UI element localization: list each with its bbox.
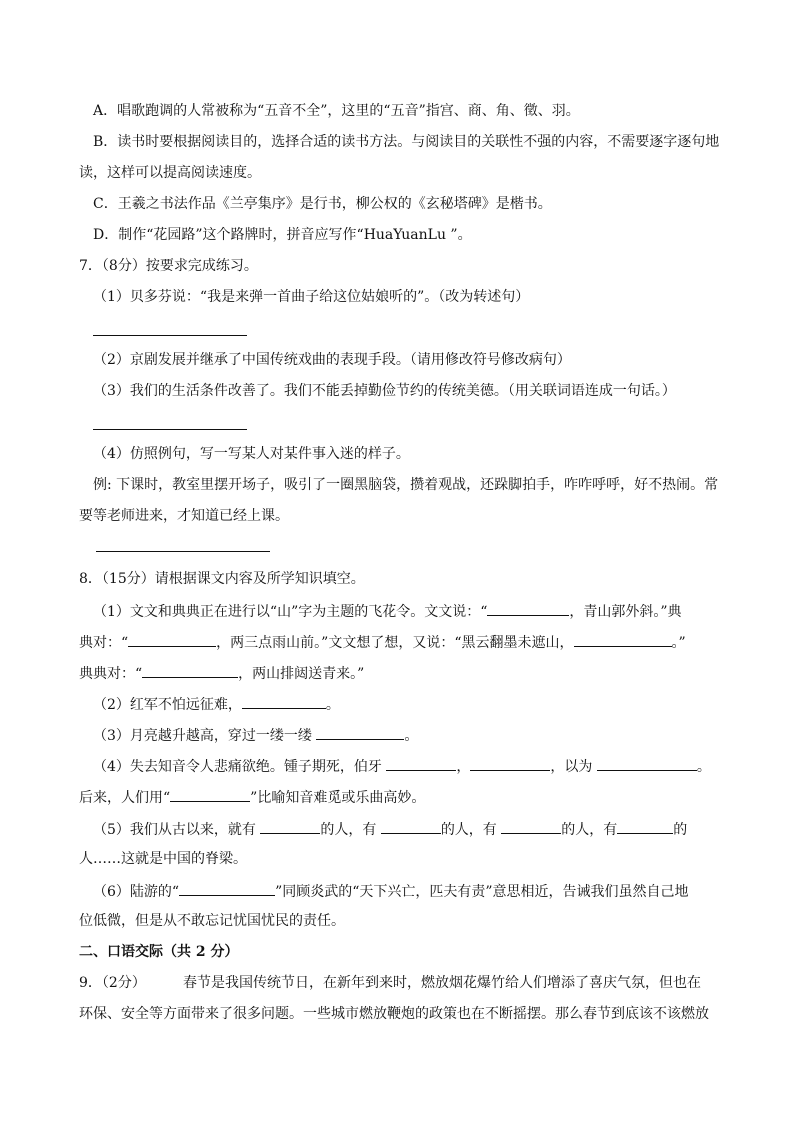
q8-sub4-line2 [79,786,425,808]
q8-sub5-text-c: 的人，有 [440,822,502,838]
q8-blank-14[interactable] [617,818,673,834]
q8-sub4-text-c: ，以为 [550,759,597,775]
q8-sub4-text-a: （4）失去知音令人悲痛欲绝。锺子期死，伯牙 [93,759,387,775]
q8-sub1-text-b: ，青山郭外斜。”典 [569,604,682,620]
q7-sub3: （3）我们的生活条件改善了。我们不能丢掉勤俭节约的传统美德。（用关联词语连成一句话。） [93,383,676,399]
q8-sub5-text-b: 的人，有 [320,822,381,838]
q8-sub1-text-e: 。” [671,635,686,651]
q8-sub4-line1 [93,755,711,777]
q8-sub6-line1 [93,880,689,902]
q8-blank-11[interactable] [260,818,320,834]
q8-sub1-text-d: ，两三点雨山前。”文文想了想，又说：“黑云翻墨未遮山， [216,635,574,651]
q7-sub4: （4）仿照例句，写一写某人对某件事入迷的样子。 [93,446,410,462]
section-heading: 二、口语交际（共 2 分） [79,944,239,960]
q8-blank-8[interactable] [470,755,550,771]
q8-sub4-text-b: ， [456,759,471,775]
q7-sub4-answer-line[interactable] [96,551,270,552]
q8-sub4-text-f: ”比喻知音难觅或乐曲高妙。 [250,790,426,806]
q8-sub1-line2 [79,631,686,653]
q6-option-a: A．唱歌跑调的人常被称为“五音不全”，这里的“五音”指宫、商、角、徵、羽。 [93,103,580,119]
q8-blank-15[interactable] [179,880,275,896]
q7-sub1: （1）贝多芬说：“我是来弹一首曲子给这位姑娘听的”。（改为转述句） [93,289,530,305]
q8-sub4-text-e: 后来，人们用“ [79,790,171,806]
q8-blank-12[interactable] [381,818,441,834]
q8-sub5-text-d: 的人，有 [561,822,618,838]
q8-sub1-text-g: ，两山排闼送青来。” [238,666,365,682]
q8-sub3 [93,724,418,746]
q7-example-line2: 要等老师进来，才知道已经上课。 [79,508,289,524]
q7-sub1-answer-line[interactable] [93,335,247,336]
q8-sub6-text-b: ”同顾炎武的“天下兴亡，匹夫有责”意思相近，告诫我们虽然自己地 [275,884,689,900]
q7-title: 7．（8分）按要求完成练习。 [79,258,258,274]
q8-blank-3[interactable] [574,631,672,647]
q8-sub2-text-b: 。 [325,697,340,713]
q6-option-c: C．王羲之书法作品《兰亭集序》是行书，柳公权的《玄秘塔碑》是楷书。 [93,196,552,212]
q8-sub5-text-a: （5）我们从古以来，就有 [93,822,261,838]
q8-blank-13[interactable] [501,818,561,834]
q6-option-b-line1: B．读书时要根据阅读目的，选择合适的读书方法。与阅读目的关联性不强的内容，不需要逐字逐句地 [93,134,720,150]
q8-sub1-text-c: 典对：“ [79,635,129,651]
q8-sub5-text-e: 的 [673,822,688,838]
q8-sub3-text-a: （3）月亮越升越高，穿过一缕一缕 [93,728,317,744]
q8-sub2 [93,693,340,715]
q6-option-d: D．制作“花园路”这个路牌时，拼音应写作“HuaYuanLu ”。 [93,227,472,243]
q7-sub2: （2）京剧发展并继承了中国传统戏曲的表现手段。（请用修改符号修改病句） [93,352,571,368]
q8-sub5-line1 [93,818,687,840]
q8-sub1-line3 [79,662,364,684]
q8-blank-2[interactable] [128,631,216,647]
q8-sub3-text-b: 。 [404,728,419,744]
q8-blank-9[interactable] [597,755,697,771]
q8-sub6-line2: 位低微，但是从不敢忘记忧国忧民的责任。 [79,913,345,929]
q8-blank-10[interactable] [170,786,250,802]
q8-sub6-text-a: （6）陆游的“ [93,884,180,900]
q7-example-line1: 例: 下课时，教室里摆开场子，吸引了一圈黑脑袋，攒着观战，还跺脚拍手，咋咋呼呼，好不热闹。常 [93,477,719,493]
q8-blank-5[interactable] [242,693,326,709]
q8-title: 8．（15分）请根据课文内容及所学知识填空。 [79,571,365,587]
q8-sub1-line1 [93,600,682,622]
q8-sub1-text-a: （1）文文和典典正在进行以“山”字为主题的飞花令。文文说：“ [93,604,488,620]
q8-blank-4[interactable] [142,662,238,678]
q8-blank-7[interactable] [386,755,456,771]
q8-sub5-line2: 人……这就是中国的脊梁。 [79,851,247,867]
q7-sub3-answer-line[interactable] [93,429,247,430]
q9-text-line2: 环保、安全等方面带来了很多问题。一些城市燃放鞭炮的政策也在不断摇摆。那么春节到底该不该燃放 [79,1006,709,1022]
q8-blank-6[interactable] [316,724,404,740]
q8-blank-1[interactable] [487,600,569,616]
q8-sub4-text-d: 。 [696,759,711,775]
q9-label: 9．（2分） [79,975,146,991]
q9-text-line1: 春节是我国传统节日，在新年到来时，燃放烟花爆竹给人们增添了喜庆气氛，但也在 [183,975,701,991]
q8-sub2-text-a: （2）红军不怕远征难， [93,697,242,713]
q8-sub1-text-f: 典典对：“ [79,666,143,682]
q6-option-b-line2: 读，这样可以提高阅读速度。 [79,165,261,181]
